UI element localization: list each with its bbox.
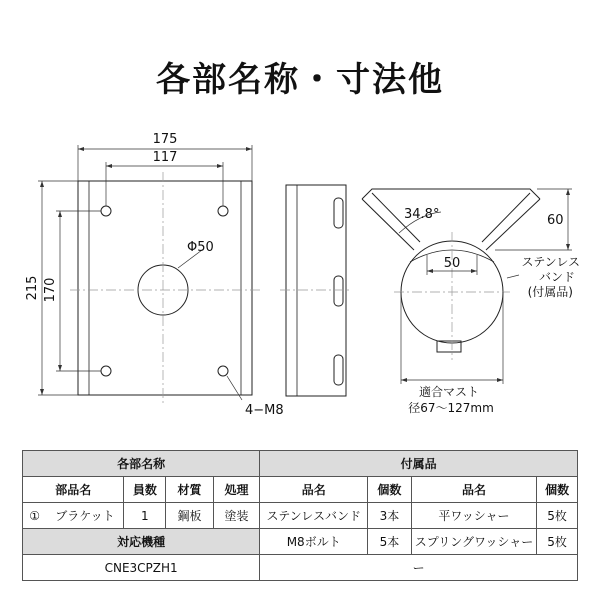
model-value: CNE3CPZH1 xyxy=(23,555,260,581)
top-view xyxy=(362,189,540,360)
acc4-qty: 5枚 xyxy=(537,529,578,555)
band-label-line3: (付属品) xyxy=(527,285,573,299)
acc3-qty: 5本 xyxy=(368,529,412,555)
col-material: 材質 xyxy=(166,477,214,503)
col-item-name-2: 品名 xyxy=(411,477,536,503)
dim-height-inner: 170 xyxy=(43,277,58,303)
acc3-name: M8ボルト xyxy=(260,529,368,555)
bolt-hole xyxy=(218,206,228,216)
dim-width-outer: 175 xyxy=(152,132,178,147)
acc2-qty: 5枚 xyxy=(537,503,578,529)
part-material: 鋼板 xyxy=(166,503,214,529)
part-treatment: 塗装 xyxy=(213,503,260,529)
col-part-name: 部品名 xyxy=(23,477,124,503)
band-label-line2: バンド xyxy=(538,270,575,284)
bolt-holes-label: 4−M8 xyxy=(245,403,284,418)
front-view xyxy=(70,172,262,405)
model-header: 対応機種 xyxy=(23,529,260,555)
parts-header: 各部名称 xyxy=(23,451,260,477)
acc1-name: ステンレスバンド xyxy=(260,503,368,529)
bolt-hole xyxy=(101,366,111,376)
col-qty-1: 個数 xyxy=(368,477,412,503)
col-count: 員数 xyxy=(124,477,166,503)
page-title: 各部名称・寸法他 xyxy=(156,60,444,100)
bolt-hole xyxy=(101,206,111,216)
model-dash: ー xyxy=(260,555,578,581)
col-item-name-1: 品名 xyxy=(260,477,368,503)
col-treatment: 処理 xyxy=(213,477,260,503)
band-label-line1: ステンレス xyxy=(521,255,580,269)
row-number: ① xyxy=(23,503,47,529)
part-count: 1 xyxy=(124,503,166,529)
col-qty-2: 個数 xyxy=(537,477,578,503)
band-slot xyxy=(334,276,343,306)
mast-label: 適合マスト xyxy=(418,385,480,399)
side-view xyxy=(280,185,352,396)
acc1-qty: 3本 xyxy=(368,503,412,529)
mast-range: 径67〜127mm xyxy=(408,401,494,415)
dim-width-inner: 117 xyxy=(152,150,178,165)
acc4-name: スプリングワッシャー xyxy=(411,529,536,555)
part-name: ブラケット xyxy=(46,503,124,529)
hole-diameter-label: Φ50 xyxy=(187,240,214,255)
angle-label: 34.8° xyxy=(404,207,440,222)
band-slot xyxy=(334,355,343,385)
band-height-label: 60 xyxy=(547,213,564,228)
band-slot xyxy=(334,198,343,228)
band-width-label: 50 xyxy=(443,256,461,271)
acc2-name: 平ワッシャー xyxy=(411,503,536,529)
accessories-header: 付属品 xyxy=(260,451,578,477)
dim-height-outer: 215 xyxy=(25,275,40,301)
bolt-hole xyxy=(218,366,228,376)
spec-table xyxy=(22,450,578,581)
